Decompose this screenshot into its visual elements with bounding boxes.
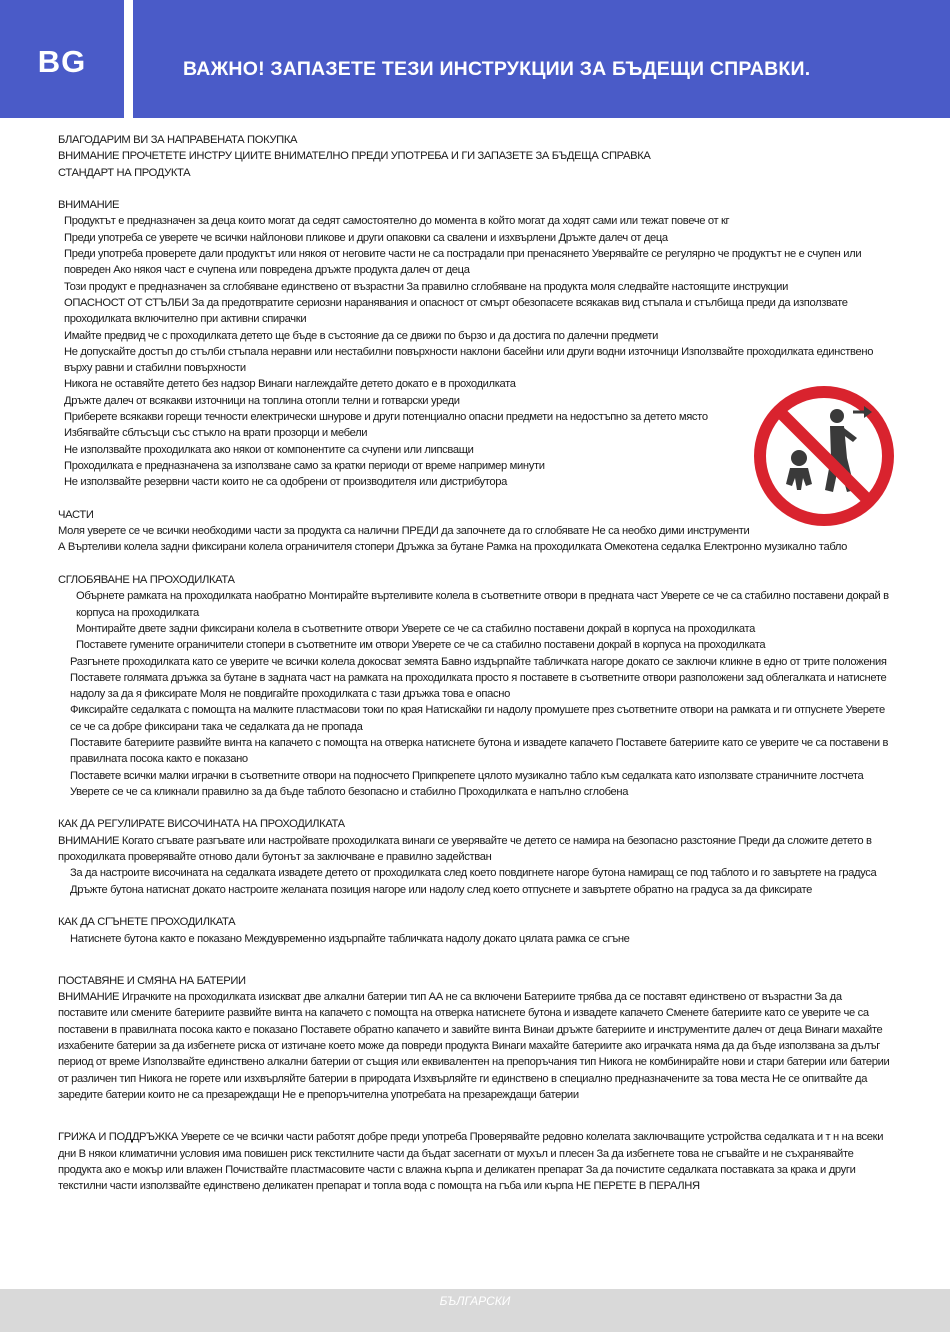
section-heading-parts: ЧАСТИ xyxy=(58,508,94,521)
care-text: ГРИЖА И ПОДДРЪЖКА Уверете се че всички части работят добре преди употреба Проверявайте редовно колелата заключващите устройства седалката и т н на всеки дни В някои климатични условия има повишен риск текстилните части да бъдат засегнати от мухъл и плесен За да избегнете това не сгъвайте и не съхранявайте продукта ако е мокър или влажен Почиствайте пластмасовите части с влажна кърпа и деликатен препарат За да почистите седалката поставката за крака и други текстилни части използвайте единствено деликатен препарат и топла вода с помощта на гъба или кърпа НЕ ПЕРЕТЕ В ПЕРАЛНЯ xyxy=(58,1131,884,1193)
document-body xyxy=(58,132,893,1194)
assembly-step: Монтирайте двете задни фиксирани колела в съответните отвори Уверете се че са стабилно поставени докрай в корпуса на проходилката xyxy=(76,622,756,635)
warning-item: Не допускайте достъп до стълби стъпала неравни или нестабилни повърхности наклони басейни или други водни източници Използвайте проходилката единствено върху равни и стабилни повърхности xyxy=(64,345,874,375)
warning-item: Преди употреба проверете дали продуктът или някоя от неговите части не са пострадали при пренасянето Уверявайте се регулярно че продуктът не е счупен или повреден Ако някоя част е счупена или повредена дръжте продукта далеч от деца xyxy=(64,248,862,277)
assembly-step: Поставите батериите развийте винта на капачето с помощта на отверка натиснете бутона и извадете капачето Поставете батериите като се уверите че са поставени в правилната посока както е показано xyxy=(70,736,889,766)
parts-list: А Въртеливи колела задни фиксирани колела ограничителя стопери Дръжка за бутане Рамка на проходилката Омекотена седалка Електронно музикално табло xyxy=(58,541,848,554)
assembly-step: Обърнете рамката на проходилката наобратно Монтирайте въртеливите колела в съответните отвори в предната част Уверете се че са стабилно поставени докрай в корпуса на проходилката xyxy=(76,590,889,619)
warning-item: Този продукт е предназначен за сглобяване единствено от възрастни За правилно сглобяване на продукта моля следвайте настоящите инструкции xyxy=(64,280,788,293)
footer-language: БЪЛГАРСКИ xyxy=(439,1294,511,1308)
warning-item: ОПАСНОСТ ОТ СТЪЛБИ За да предотвратите сериозни наранявания и опасност от смърт обезопасете всякакав вид стъпала и стълбища преди да използвате проходилката включително при активни спирачки xyxy=(64,296,848,326)
warning-item: Имайте предвид че с проходилката детето ще бъде в състояние да се движи по бързо и да достига по далечни предмети xyxy=(64,329,659,342)
assembly-step: Поставете гумените ограничители стопери в съответните им отвори Уверете се че са стабилно поставени докрай в корпуса на проходилката xyxy=(76,639,766,652)
section-heading-assembly: СГЛОБЯВАНЕ НА ПРОХОДИЛКАТА xyxy=(58,574,235,587)
page-header xyxy=(0,0,950,118)
language-code: BG xyxy=(37,44,87,79)
assembly-step: Разгънете проходилката като се уверите че всички колела докосват земята Бавно издърпайте табличката нагоре докато се заключи кликне в едно от трите положения xyxy=(70,655,887,668)
intro-line: БЛАГОДАРИМ ВИ ЗА НАПРАВЕНАТА ПОКУПКА xyxy=(58,134,298,146)
page-title: ВАЖНО! ЗАПАЗЕТЕ ТЕЗИ ИНСТРУКЦИИ ЗА БЪДЕЩИ СПРАВКИ. xyxy=(183,58,811,80)
no-children-prohibition-sign-icon xyxy=(754,386,894,526)
height-text: ВНИМАНИЕ Когато сгъвате разгъвате или настройвате проходилката винаги се уверявайте че детето се намира на безопасно разстояние Преди да сложите детето в проходилката проверявайте отново дали бутонът за заключване е правилно задействан xyxy=(58,834,872,864)
assembly-step: Фиксирайте седалката с помощта на малките пластмасови токи по края Натискайки ги надолу промушете през съответните отвори на рамката и ги отпуснете Уверете се че са добре фиксирани така че седалката да не пропада xyxy=(70,704,885,733)
warning-item: Дръжте далеч от всякакви източници на топлина отопли телни и готварски уреди xyxy=(64,394,460,407)
warning-item: Приберете всякакви горещи течности електрически шнурове и други потенциално опасни предмети на недостъпно за детето място xyxy=(64,411,708,424)
warning-item: Преди употреба се уверете че всички найлонови пликове и други опаковки са свалени и изхвърлени Дръжте далеч от деца xyxy=(64,231,668,244)
section-heading-height: КАК ДА РЕГУЛИРАТЕ ВИСОЧИНАТА НА ПРОХОДИЛКАТА xyxy=(58,818,345,831)
intro-line: СТАНДАРТ НА ПРОДУКТА xyxy=(58,166,191,179)
warning-item: Продуктът е предназначен за деца които могат да седят самостоятелно до момента в който могат да ходят сами или тежат повече от кг xyxy=(64,215,730,228)
height-text: За да настроите височината на седалката извадете детето от проходилката след което повдигнете нагоре бутона намиращ се под таблото и го завъртете на градуса Дръжте бутона натиснат докато настроите желаната позиция нагоре или надолу след което отпуснете и завъртете обратно на градуса за да фиксирате xyxy=(70,867,877,896)
page-footer xyxy=(0,1289,950,1332)
batteries-text: ВНИМАНИЕ Играчките на проходилката изискват две алкални батерии тип АА не са включени Батериите трябва да се поставят единствено от възрастни За да поставите или смените батериите развийте винта на капачето с помощта на отверка натиснете бутона и извадете капачето Сменете батериите като се уверите че са поставени в правилната посока както е показано Поставете обратно капачето и завийте винта Винаи дръжте батериите и инструментите далеч от деца Винаги махайте изхабените батерии за да избегнете риска от изтичане което може да повреди продукта Винаги махайте батериите ако играчката няма да да бъде използвана за дълъг период от време Използвайте единствено алкални батерии от същия или еквивалентен на препоръчания тип Никога не комбинирайте нови и стари батерии или батерии от различен тип Никога не горете или изхвърляйте батерии в природата Изхвърляйте ги единствено в специално предназначените за това места Не се опитвайте да заредите батерии които не са презареждащи Не е препоръчителна употребата на презареждащи батерии xyxy=(58,991,890,1101)
warning-item: Не използвайте проходилката ако някои от компонентите са счупени или липсващи xyxy=(64,443,474,456)
section-heading-warning: ВНИМАНИЕ xyxy=(58,199,120,212)
parts-text: Моля уверете се че всички необходими части за продукта са налични ПРЕДИ да започнете да го сглобявате Не са необхо дими инструменти xyxy=(58,525,750,538)
assembly-step: Поставете всички малки играчки в съответните отвори на подносчето Припкрепете цялото музикално табло към седалката като използвате страничните лостчета Уверете се че са кликнали правилно за да бъде таблото безопасно и стабилно Проходилката е напълно сглобена xyxy=(70,769,864,798)
assembly-step: Поставете голямата дръжка за бутане в задната част на рамката на проходилката просто я поставете в съответните отвори разположени зад облегалката и натиснете надолу за да я фиксирате Моля не повдигайте проходилката с тази дръжка това е опасно xyxy=(70,671,887,701)
intro-line: ВНИМАНИЕ ПРОЧЕТЕТЕ ИНСТРУ ЦИИТЕ ВНИМАТЕЛНО ПРЕДИ УПОТРЕБА И ГИ ЗАПАЗЕТЕ ЗА БЪДЕЩА СПРАВКА xyxy=(58,150,651,163)
section-heading-fold: КАК ДА СГЪНЕТЕ ПРОХОДИЛКАТА xyxy=(58,916,236,929)
warning-item: Никога не оставяйте детето без надзор Винаги наглеждайте детето докато е в проходилката xyxy=(64,378,516,391)
section-heading-batteries: ПОСТАВЯНЕ И СМЯНА НА БАТЕРИИ xyxy=(58,974,246,987)
warning-item: Не използвайте резервни части които не са одобрени от производителя или дистрибутора xyxy=(64,476,508,489)
language-badge xyxy=(0,0,124,118)
warning-item: Проходилката е предназначена за използване само за кратки периоди от време например минути xyxy=(64,459,545,472)
warning-item: Избягвайте сблъсъци със стъкло на врати прозорци и мебели xyxy=(64,427,368,440)
fold-text: Натиснете бутона както е показано Междувременно издърпайте табличката надолу докато цялата рамка се сгъне xyxy=(70,932,630,945)
